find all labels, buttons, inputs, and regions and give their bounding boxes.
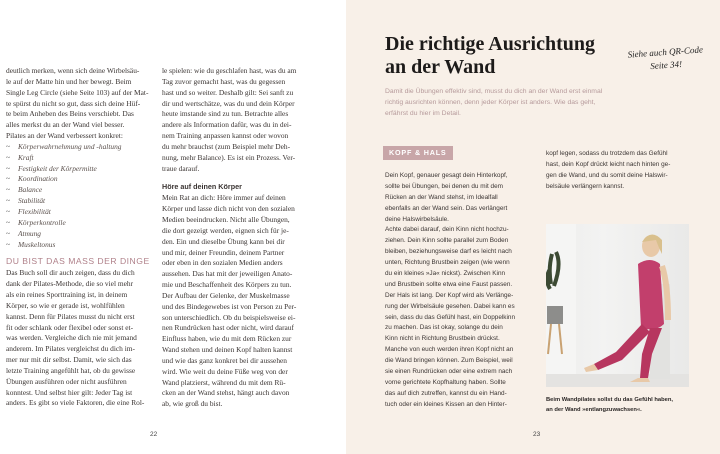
text-line: Einfluss haben, wie du mit dem Rücken zur (162, 334, 292, 344)
handwritten-line: Siehe auch QR-Code (627, 44, 704, 60)
text-line: Übungen ausführen oder nicht ausführen (6, 376, 127, 386)
text-line: Single Leg Circle (siehe Seite 103) auf der Mat- (6, 87, 149, 97)
text-line: le spielen: wie du geschlafen hast, was du am (162, 66, 297, 75)
text-line: gen die Wand, und du somit deine Halswir- (546, 171, 668, 179)
text-line: Pilates an der Wand verbessert konkret: (6, 131, 123, 141)
text-line: unten, Richtung Brustbein zeigen (wie wenn (385, 259, 510, 267)
tilde-bullet-icon: ~ (6, 163, 10, 173)
title-line: Die richtige Ausrichtung (385, 33, 595, 55)
text-line: du mehr brauchst (zum Beispiel mehr Deh- (162, 141, 291, 151)
text-line: Körper, so wie er gerade ist, wohlfühlen (6, 300, 125, 310)
list-item-text: Balance (18, 185, 43, 195)
text-line: deine Halswirbelsäule. (385, 215, 449, 223)
photo-caption (546, 396, 673, 415)
list-item (6, 174, 150, 185)
text-line: was werden. Vergleiche dich nie mit jemand (6, 333, 137, 343)
text-line: Manche von euch werden ihren Kopf nicht an (385, 346, 514, 354)
tilde-bullet-icon: ~ (6, 196, 10, 206)
text-line: Mein Rat an dich: Höre immer auf deinen (162, 193, 286, 203)
text-line: Achte dabei darauf, dein Kinn nicht hochzu- (385, 226, 509, 234)
text-line: Körper und lasse dich nicht von den sozialen (162, 204, 295, 214)
text-line: du ein kleines »Ja« nickst). Zwischen Kinn (385, 270, 506, 278)
text-line: zu machen. Das ist okay, solange du dein (385, 324, 503, 332)
text-line: fit oder schlank oder flexibel oder sonst et- (6, 322, 134, 332)
text-line: ab, wie groß du bist. (162, 399, 223, 409)
list-item (6, 240, 150, 251)
list-item (6, 153, 150, 164)
intro-text (385, 87, 602, 119)
text-line: und wie das ganz konkret bei dir aussehen (162, 355, 287, 365)
text-line: hast und so weiter. Deshalb gilt: Sei sanft zu (162, 87, 294, 97)
text-line: Dein Kopf, genauer gesagt dein Hinterkopf, (385, 172, 508, 179)
list-item (6, 185, 150, 196)
page-title (385, 33, 595, 79)
list-item-text: Atmung (18, 228, 41, 238)
text-line: anderem. Im Pilates vergleichst du dich im- (6, 344, 135, 354)
text-line: dank der Pilates-Methode, die so viel mehr (6, 279, 134, 289)
section-heading: DU BIST DAS MASS DER DINGE (6, 256, 150, 267)
tilde-bullet-icon: ~ (6, 206, 10, 216)
text-line: nen Rundrücken hast oder nicht, wird darauf (162, 323, 294, 333)
list-item-text: Koordination (18, 174, 58, 184)
list-item-text: Körperwahrnehmung und -haltung (18, 141, 122, 151)
tilde-bullet-icon: ~ (6, 174, 10, 184)
subheading: Höre auf deinen Körper (162, 182, 242, 192)
text-line: andere als Information dafür, was du in dei- (162, 120, 292, 130)
list-item-text: Körperkontrolle (18, 217, 66, 227)
text-line: wird. Wie weit du deine Füße weg von der (162, 366, 288, 376)
text-line: te spürst du nicht so gut, dass sich deine Hüf- (6, 98, 141, 108)
text-line: nung, mehr Balance). Es ist ein Prozess. Ver- (162, 152, 296, 162)
text-line: belsäule verlängern kannst. (546, 182, 625, 190)
text-line: kannst. Denn für Pilates musst du nicht erst (6, 311, 135, 321)
intro-line: richtig ausrichten können, denn jeder Körper ist anders. Wie das geht, (385, 98, 596, 106)
left-page (0, 0, 346, 454)
text-line: mie und Beschaffenheit des Körpers zu tun. (162, 280, 292, 290)
text-line: tuch oder ein kleines Kissen an den Hinter- (385, 400, 507, 408)
text-line: Tag zuvor gemacht hast, was du gegessen (162, 76, 286, 86)
text-line: mer nur mit dir selbst. Damit, wie sich das (6, 355, 132, 365)
text-line: Wand platzierst, während du mit dem Rü- (162, 377, 286, 387)
text-line: konntest. Und selbst hier gilt: Jeder Tag ist (6, 387, 133, 397)
text-line: und Brustbein sollte etwa eine Faust passen. (385, 280, 513, 288)
caption-line: Beim Wandpilates sollst du das Gefühl haben, (546, 397, 674, 403)
photo-woman-wall-pilates (546, 224, 689, 387)
list-item (6, 196, 150, 207)
text-line: vorne gerichtete Kopfhaltung haben. Sollte (385, 378, 506, 386)
text-line: anders. Es gibt so viele Faktoren, die eine Rol- (6, 398, 145, 408)
text-line: Kinn nicht in Richtung Brustbein drückst. (385, 335, 500, 343)
list-item (6, 207, 150, 218)
list-item (6, 229, 150, 240)
text-line: und mir, deiner Freundin, deinem Partner (162, 247, 285, 257)
text-line: die dort gezeigt werden, eignen sich für je- (162, 225, 289, 235)
handwritten-note (627, 43, 704, 74)
tilde-bullet-icon: ~ (6, 141, 10, 151)
text-line: alles merkst du an der Wand viel besser. (6, 120, 125, 130)
text-line: Das Buch soll dir auch zeigen, dass du dich (6, 268, 135, 278)
list-item-text: Festigkeit der Körpermitte (18, 163, 97, 173)
left-column-1 (6, 66, 150, 409)
text-line: son unterschiedlich. Ob du beispielsweise ei- (162, 312, 296, 322)
tilde-bullet-icon: ~ (6, 228, 10, 238)
text-line: als ein reines Sporttraining ist, in deinem (6, 290, 128, 300)
text-line: Der Hals ist lang. Der Kopf wird als Verlänge- (385, 291, 514, 299)
text-line: nem Training anpassen kannst oder wovon (162, 131, 289, 141)
text-line: die Wand bringen können. Zum Beispiel, weil (385, 357, 513, 365)
section-tag: KOPF & HALS (383, 146, 453, 160)
text-line: bleiben, beziehungsweise darf es leicht nach (385, 248, 512, 256)
text-line: Der Aufbau der Gelenke, der Muskelmasse (162, 290, 290, 300)
intro-line: Damit die Übungen effektiv sind, musst du dich an der Wand erst einmal (385, 88, 603, 95)
text-line: te beim Anheben des Beins verschiebt. Das (6, 109, 134, 119)
text-line: ziehen. Dein Kinn sollte parallel zum Boden (385, 237, 509, 245)
list-item-text: Muskeltonus (18, 239, 56, 249)
tilde-bullet-icon: ~ (6, 152, 10, 162)
text-line: traue darauf. (162, 163, 200, 173)
tilde-bullet-icon: ~ (6, 185, 10, 195)
left-column-2 (162, 66, 296, 410)
intro-line: erfährst du hier im Detail. (385, 109, 461, 117)
text-line: rung der Wirbelsäule gesehen. Dabei kann es (385, 302, 515, 310)
text-line: sollte bei Übungen, bei denen du mit dem (385, 182, 503, 190)
photo-illustration (546, 224, 689, 387)
text-line: kopf legen, sodass du trotzdem das Gefühl (546, 150, 668, 157)
text-line: ebenfalls an der Wand sein. Das verlängert (385, 204, 508, 212)
text-line: hast, dein Kopf drückt leicht nach hinten ge- (546, 160, 671, 168)
text-line: das auf dich zutreffen, kannst du ein Hand- (385, 389, 507, 397)
list-item-text: Kraft (18, 152, 34, 162)
page-number-left: 22 (150, 431, 158, 438)
tilde-bullet-icon: ~ (6, 217, 10, 227)
page-number-right: 23 (533, 431, 541, 438)
text-line: aussehen. Das hat mit der jeweiligen Anato- (162, 269, 293, 279)
list-item (6, 142, 150, 153)
tilde-bullet-icon: ~ (6, 239, 10, 249)
text-line: sie einen Rundrücken oder eine extrem nach (385, 368, 513, 376)
text-line: den. Ein und dieselbe Übung kann bei dir (162, 236, 285, 246)
list-item-text: Stabilität (18, 196, 46, 206)
text-line: letzte Training angefühlt hat, ob du gewisse (6, 365, 136, 375)
text-line: Rücken an der Wand stehst, im Idealfall (385, 193, 498, 201)
list-item (6, 164, 150, 175)
text-line: le auf der Matte hin und her bewegt. Beim (6, 76, 132, 86)
handwritten-line: Seite 34! (649, 58, 683, 72)
list-item (6, 218, 150, 229)
text-line: cken an der Wand stehst, hängt auch davon (162, 388, 290, 398)
text-line: heute imstande sind zu tun. Betrachte alles (162, 109, 289, 119)
text-line: dir und wertschätze, was du und dein Körper (162, 98, 295, 108)
text-line: Wand stehen und deinen Kopf halten kannst (162, 345, 293, 355)
title-line: an der Wand (385, 56, 496, 78)
right-column-2 (546, 149, 670, 193)
right-column-1 (385, 171, 515, 411)
text-line: deutlich merken, wenn sich deine Wirbelsäu- (6, 66, 140, 75)
text-line: oder eben in den sozialen Medien anders (162, 258, 283, 268)
text-line: Medien beeindrucken. Nicht alle Übungen, (162, 214, 290, 224)
list-item-text: Flexibilität (18, 206, 51, 216)
text-line: sein, dass du das Gefühl hast, ein Doppelkinn (385, 313, 516, 321)
caption-line: an der Wand »entlangzuwachsen«. (546, 406, 642, 413)
text-line: und des Bindegewebes ist von Person zu Per- (162, 301, 297, 311)
